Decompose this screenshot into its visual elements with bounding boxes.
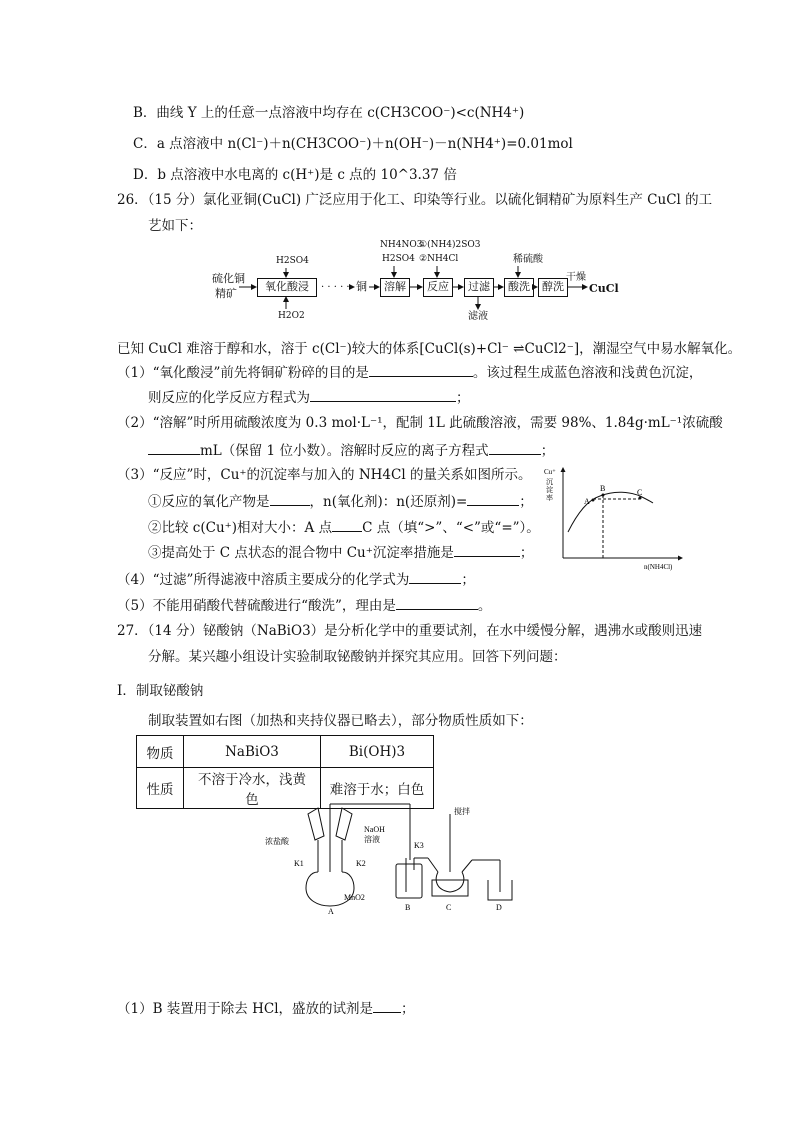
- flow-step1-reagent-bottom: H2O2: [278, 311, 305, 321]
- q26-part3-line: （3）“反应”时，Cu⁺的沉淀率与加入的 NH4Cl 的量关系如图所示。: [117, 467, 532, 483]
- q26-part3-1-line: [148, 491, 533, 511]
- q26-part2-text-b: mL（保留 1 位小数）。溶解时反应的离子方程式: [200, 443, 489, 459]
- apparatus-label-naoh2: 溶液: [364, 835, 380, 844]
- apparatus-label-k1: K1: [294, 859, 304, 868]
- table-cell: 性质: [137, 768, 184, 809]
- flow-step2-box: 溶解: [380, 278, 410, 297]
- flow-step1-box: 氧化酸浸: [257, 278, 317, 297]
- table-cell: 难溶于水；白色: [321, 768, 434, 809]
- apparatus-label-stir: 搅拌: [454, 807, 470, 816]
- q26-part3-3-line: [148, 542, 533, 562]
- q26-part4-text: （4）“过滤”所得滤液中溶质主要成分的化学式为: [117, 572, 410, 588]
- cu-chart-label-a: A: [584, 497, 590, 506]
- q26-part1-blank-1[interactable]: [369, 362, 473, 377]
- q26-part3-1-text-a: ①反应的氧化产物是: [148, 494, 270, 510]
- q26-part3-2-line: [148, 517, 540, 537]
- q26-part1-text-a: （1）“氧化酸浸”前先将铜矿粉碎的目的是: [117, 365, 369, 381]
- flow-start-line2: 精矿: [215, 287, 237, 300]
- flow-start-line1: 硫化铜: [212, 272, 245, 285]
- cu-chart-point-b: [602, 494, 605, 497]
- q25-option-c: C．a 点溶液中 n(Cl⁻)＋n(CH3COO⁻)＋n(OH⁻)－n(NH4⁺)=0.01mol: [133, 136, 573, 152]
- q27-header-cont: 分解。某兴趣小组设计实验制取铋酸钠并探究其应用。回答下列问题：: [148, 649, 567, 665]
- q26-part2-blank-2[interactable]: [489, 440, 541, 455]
- q26-part1-line2: [148, 387, 470, 407]
- q26-part3-1-semicolon: ；: [519, 494, 533, 510]
- apparatus-label-naoh1: NaOH: [364, 825, 385, 834]
- flow-step5-box: 酸洗: [504, 278, 534, 297]
- flow-step2-reagent-top2: H2SO4: [382, 254, 415, 264]
- q26-header: 26．（15 分）氯化亚铜(CuCl) 广泛应用于化工、印染等行业。以硫化铜精矿为原料生产 CuCl 的工: [117, 192, 713, 208]
- apparatus-label-c: C: [446, 903, 452, 912]
- q27-part1-text: （1）B 装置用于除去 HCl，盛放的试剂是: [117, 1001, 374, 1017]
- flow-step5-reagent-top: 稀硫酸: [513, 254, 543, 265]
- q26-part3-3-semicolon: ；: [519, 545, 534, 561]
- flow-step4-box: 过滤: [464, 278, 494, 297]
- flow-product: CuCl: [589, 282, 619, 295]
- cu-chart-label-c: C: [637, 488, 643, 497]
- q26-part3-1-blank-2[interactable]: [467, 491, 519, 506]
- q26-part3-1-blank-1[interactable]: [270, 491, 310, 506]
- flow-step1-reagent-top: H2SO4: [276, 256, 309, 266]
- apparatus-label-d: D: [496, 903, 502, 912]
- q25-option-d: D．b 点溶液中水电离的 c(H⁺)是 c 点的 10^3.37 倍: [133, 167, 457, 183]
- q26-part3-3-text: ③提高处于 C 点状态的混合物中 Cu⁺沉淀率措施是: [148, 545, 454, 561]
- cu-chart-label-b: B: [600, 484, 606, 493]
- apparatus-diagram: [260, 800, 520, 915]
- cu-chart-svg: [540, 462, 685, 572]
- flow-dots: · · · · ·: [321, 282, 350, 293]
- flow-step3-box: 反应: [423, 278, 453, 297]
- q26-part2-line2: [148, 440, 554, 460]
- q26-part1-text-b: 。该过程生成蓝色溶液和浅黄色沉淀，: [472, 365, 703, 381]
- q27-part1-line: [117, 998, 415, 1018]
- flow-step6-box: 醇洗: [538, 278, 568, 297]
- q26-part3-3-blank[interactable]: [454, 542, 520, 557]
- flow-copper: 铜: [356, 280, 367, 293]
- q26-part5-text: （5）不能用硝酸代替硫酸进行“酸洗”，理由是: [117, 598, 396, 614]
- q26-part2-blank-1[interactable]: [148, 440, 200, 455]
- q26-header-cont: 艺如下：: [148, 218, 202, 234]
- apparatus-label-k2: K2: [356, 859, 366, 868]
- q26-part4-blank[interactable]: [409, 569, 461, 584]
- q27-part1-blank[interactable]: [373, 998, 401, 1013]
- apparatus-label-a: A: [328, 907, 334, 915]
- q27-header: 27．（14 分）铋酸钠（NaBiO3）是分析化学中的重要试剂，在水中缓慢分解，遇沸水或酸则迅速: [117, 623, 703, 639]
- table-cell: 物质: [137, 736, 184, 768]
- cu-chart-ylabel-1: Cu⁺: [544, 468, 556, 476]
- apparatus-svg: [260, 800, 520, 915]
- table-cell: NaBiO3: [184, 736, 321, 768]
- q26-part1-semicolon: ；: [456, 390, 470, 406]
- q26-part3-1-text-b: ，n(氧化剂)：n(还原剂)=: [309, 494, 468, 510]
- flow-step3-reagent-top1: ①(NH4)2SO3: [419, 240, 481, 250]
- q27-section1-title: Ⅰ．制取铋酸钠: [117, 683, 204, 699]
- q26-part3-2-text-a: ②比较 c(Cu⁺)相对大小：A 点: [148, 520, 333, 536]
- q26-known: 已知 CuCl 难溶于醇和水，溶于 c(Cl⁻)较大的体系[CuCl(s)+Cl⁻ ⇌CuCl2⁻]，潮湿空气中易水解氧化。: [117, 341, 742, 357]
- q26-part3-2-blank[interactable]: [332, 517, 362, 532]
- table-row: [137, 736, 434, 768]
- q26-part1-blank-2[interactable]: [310, 387, 456, 402]
- cu-chart-ylabel-4: 率: [546, 494, 553, 502]
- cu-chart-ylabel-3: 淀: [546, 486, 553, 494]
- q26-part2-line1: （2）“溶解”时所用硫酸浓度为 0.3 mol·L⁻¹，配制 1L 此硫酸溶液，需要 98%、1.84g·mL⁻¹浓硫酸: [117, 415, 723, 431]
- table-cell: Bi(OH)3: [321, 736, 434, 768]
- apparatus-label-b: B: [405, 903, 411, 912]
- flow-arrows: [0, 0, 794, 330]
- cu-chart-ylabel-2: 沉: [546, 478, 553, 486]
- properties-table: [136, 735, 434, 809]
- flow-step3-reagent-top2: ②NH4Cl: [419, 254, 459, 264]
- q27-section1-text: 制取装置如右图（加热和夹持仪器已略去），部分物质性质如下：: [148, 713, 533, 729]
- q26-part1-text-c: 则反应的化学反应方程式为: [148, 390, 310, 406]
- q26-part2-semicolon: ；: [540, 443, 555, 459]
- table-cell: 不溶于冷水，浅黄色: [184, 768, 321, 809]
- cu-chart-xlabel: n(NH4Cl): [644, 563, 673, 571]
- apparatus-label-mno2: MnO2: [344, 893, 365, 902]
- q25-option-b: B．曲线 Y 上的任意一点溶液中均存在 c(CH3COO⁻)<c(NH4⁺): [133, 105, 525, 121]
- cu-chart-point-a: [592, 499, 595, 502]
- flow-dry-label: 干燥: [566, 272, 586, 283]
- q26-part4-line: [117, 569, 475, 589]
- flow-step4-filtrate: 滤液: [468, 311, 488, 322]
- q26-part3-2-text-b: C 点（填“>”、“<”或“=”）。: [362, 520, 540, 536]
- q26-part5-blank[interactable]: [396, 595, 478, 610]
- q26-part5-line: [117, 595, 491, 615]
- q27-part1-semicolon: ；: [401, 1001, 415, 1017]
- flow-step2-reagent-top1: NH4NO3: [380, 240, 423, 250]
- apparatus-label-hcl: 浓盐酸: [265, 837, 289, 846]
- cu-precipitation-chart: [540, 462, 685, 572]
- q26-part5-period: 。: [477, 598, 492, 614]
- apparatus-label-k3: K3: [414, 841, 424, 850]
- q26-part4-semicolon: ；: [461, 572, 475, 588]
- q26-part1-line1: [117, 362, 702, 382]
